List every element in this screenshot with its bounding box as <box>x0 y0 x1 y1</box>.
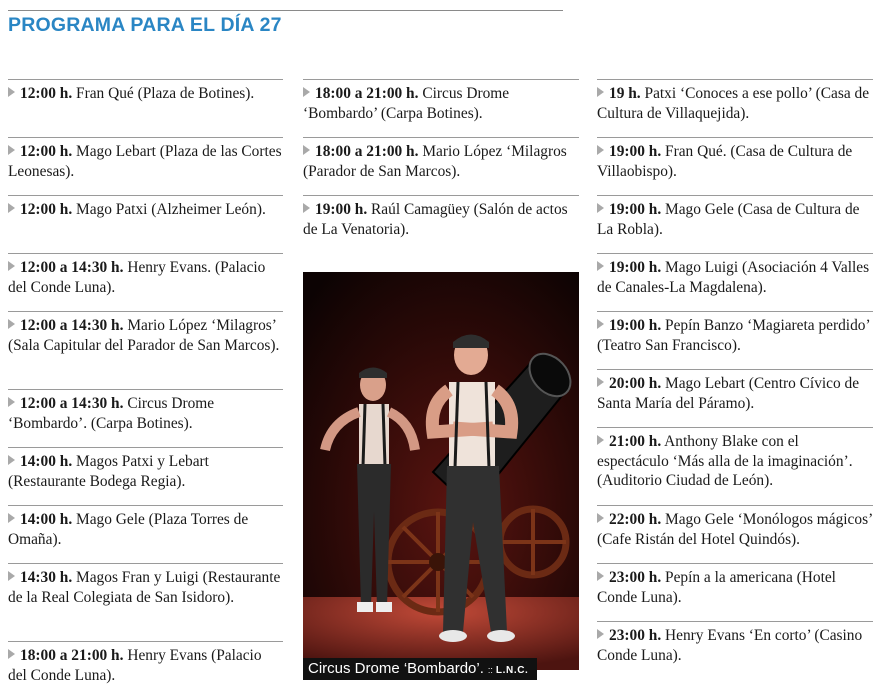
entry-time: 18:00 a 21:00 h. <box>20 647 124 664</box>
bullet-arrow-icon <box>597 87 604 97</box>
entry-description: Mago Gele (Plaza Torres de Omaña). <box>8 511 249 548</box>
page-title: PROGRAMA PARA EL DÍA 27 <box>8 14 282 36</box>
schedule-column-2 <box>303 79 579 253</box>
bullet-arrow-icon <box>597 513 604 523</box>
bullet-arrow-icon <box>303 87 310 97</box>
bullet-arrow-icon <box>597 145 604 155</box>
photo-credit: L.N.C. <box>495 665 529 676</box>
schedule-entry <box>303 137 579 195</box>
entry-description: Raúl Camagüey (Salón de actos de La Venatoria). <box>303 201 568 238</box>
entry-time: 12:00 a 14:30 h. <box>20 317 124 334</box>
entry-time: 18:00 a 21:00 h. <box>315 143 419 160</box>
bullet-arrow-icon <box>597 571 604 581</box>
caption-separator: :: <box>487 665 493 675</box>
schedule-entry <box>8 137 283 195</box>
schedule-entry <box>8 505 283 563</box>
entry-description: Fran Qué. (Casa de Cultura de Villaobispo). <box>597 143 853 180</box>
entry-time: 12:00 h. <box>20 201 73 218</box>
entry-time: 22:00 h. <box>609 511 662 528</box>
entry-description: Anthony Blake con el espectáculo ‘Más alla de la imaginación’. (Auditorio Ciudad de León). <box>597 433 853 489</box>
entry-description: Henry Evans ‘En corto’ (Casino Conde Luna). <box>597 627 863 664</box>
bullet-arrow-icon <box>597 261 604 271</box>
bullet-arrow-icon <box>8 203 15 213</box>
schedule-entry <box>597 79 873 137</box>
bullet-arrow-icon <box>8 397 15 407</box>
schedule-entry <box>597 195 873 253</box>
entry-time: 19:00 h. <box>609 259 662 276</box>
schedule-entry <box>8 79 283 137</box>
schedule-entry <box>303 195 579 253</box>
entry-description: Mago Patxi (Alzheimer León). <box>76 201 266 218</box>
entry-description: Mago Lebart (Plaza de las Cortes Leonesas). <box>8 143 282 180</box>
schedule-entry <box>8 447 283 505</box>
entry-time: 19:00 h. <box>609 201 662 218</box>
entry-time: 12:00 h. <box>20 85 73 102</box>
schedule-column-1 <box>8 79 283 699</box>
circus-performers-illustration <box>303 272 579 670</box>
entry-time: 23:00 h. <box>609 627 662 644</box>
entry-description: Circus Drome ‘Bombardo’. (Carpa Botines). <box>8 395 215 432</box>
schedule-entry <box>597 253 873 311</box>
bullet-arrow-icon <box>597 435 604 445</box>
entry-description: Fran Qué (Plaza de Botines). <box>76 85 255 102</box>
schedule-entry <box>8 311 283 389</box>
bullet-arrow-icon <box>8 319 15 329</box>
entry-time: 19:00 h. <box>609 143 662 160</box>
bullet-arrow-icon <box>8 649 15 659</box>
entry-time: 20:00 h. <box>609 375 662 392</box>
entry-time: 14:00 h. <box>20 511 73 528</box>
performers-photo <box>303 272 579 670</box>
entry-description: Patxi ‘Conoces a ese pollo’ (Casa de Cultura de Villaquejida). <box>597 85 870 122</box>
bullet-arrow-icon <box>8 571 15 581</box>
entry-time: 14:30 h. <box>20 569 73 586</box>
bullet-arrow-icon <box>8 87 15 97</box>
entry-description: Henry Evans. (Palacio del Conde Luna). <box>8 259 266 296</box>
bullet-arrow-icon <box>597 319 604 329</box>
schedule-entry <box>597 137 873 195</box>
entry-time: 12:00 a 14:30 h. <box>20 395 124 412</box>
bullet-arrow-icon <box>8 261 15 271</box>
schedule-entry <box>8 389 283 447</box>
schedule-entry <box>597 427 873 505</box>
entry-description: Magos Patxi y Lebart (Restaurante Bodega Regia). <box>8 453 209 490</box>
schedule-entry <box>597 369 873 427</box>
entry-description: Magos Fran y Luigi (Restaurante de la Real Colegiata de San Isidoro). <box>8 569 281 606</box>
bullet-arrow-icon <box>597 629 604 639</box>
schedule-entry <box>303 79 579 137</box>
entry-time: 12:00 h. <box>20 143 73 160</box>
bullet-arrow-icon <box>303 145 310 155</box>
entry-time: 14:00 h. <box>20 453 73 470</box>
bullet-arrow-icon <box>303 203 310 213</box>
schedule-entry <box>8 253 283 311</box>
schedule-entry <box>597 311 873 369</box>
schedule-entry <box>597 505 873 563</box>
entry-description: Mago Gele ‘Monólogos mágicos’ (Cafe Ristán del Hotel Quindós). <box>597 511 873 548</box>
entry-time: 21:00 h. <box>609 433 662 450</box>
top-rule <box>8 10 563 11</box>
bullet-arrow-icon <box>597 377 604 387</box>
entry-description: Mago Lebart (Centro Cívico de Santa María del Páramo). <box>597 375 860 412</box>
entry-description: Henry Evans (Palacio del Conde Luna). <box>8 647 262 684</box>
entry-time: 19:00 h. <box>609 317 662 334</box>
schedule-entry <box>8 641 283 699</box>
photo-caption <box>303 658 537 680</box>
schedule-entry <box>597 621 873 679</box>
schedule-entry <box>8 195 283 253</box>
bullet-arrow-icon <box>8 513 15 523</box>
entry-description: Pepín Banzo ‘Magiareta perdido’ (Teatro San Francisco). <box>597 317 870 354</box>
entry-description: Mago Gele (Casa de Cultura de La Robla). <box>597 201 860 238</box>
schedule-entry <box>597 563 873 621</box>
entry-time: 12:00 a 14:30 h. <box>20 259 124 276</box>
entry-description: Circus Drome ‘Bombardo’ (Carpa Botines). <box>303 85 510 122</box>
caption-text: Circus Drome ‘Bombardo’. <box>308 660 484 677</box>
schedule-column-3 <box>597 79 873 679</box>
schedule-entry <box>8 563 283 641</box>
entry-description: Mago Luigi (Asociación 4 Valles de Canales-La Magdalena). <box>597 259 870 296</box>
entry-description: Pepín a la americana (Hotel Conde Luna). <box>597 569 836 606</box>
entry-time: 23:00 h. <box>609 569 662 586</box>
entry-time: 19:00 h. <box>315 201 368 218</box>
entry-description: Mario López ‘Milagros (Parador de San Marcos). <box>303 143 567 180</box>
entry-time: 18:00 a 21:00 h. <box>315 85 419 102</box>
bullet-arrow-icon <box>8 455 15 465</box>
bullet-arrow-icon <box>597 203 604 213</box>
entry-description: Mario López ‘Milagros’ (Sala Capitular del Parador de San Marcos). <box>8 317 280 354</box>
entry-time: 19 h. <box>609 85 641 102</box>
bullet-arrow-icon <box>8 145 15 155</box>
